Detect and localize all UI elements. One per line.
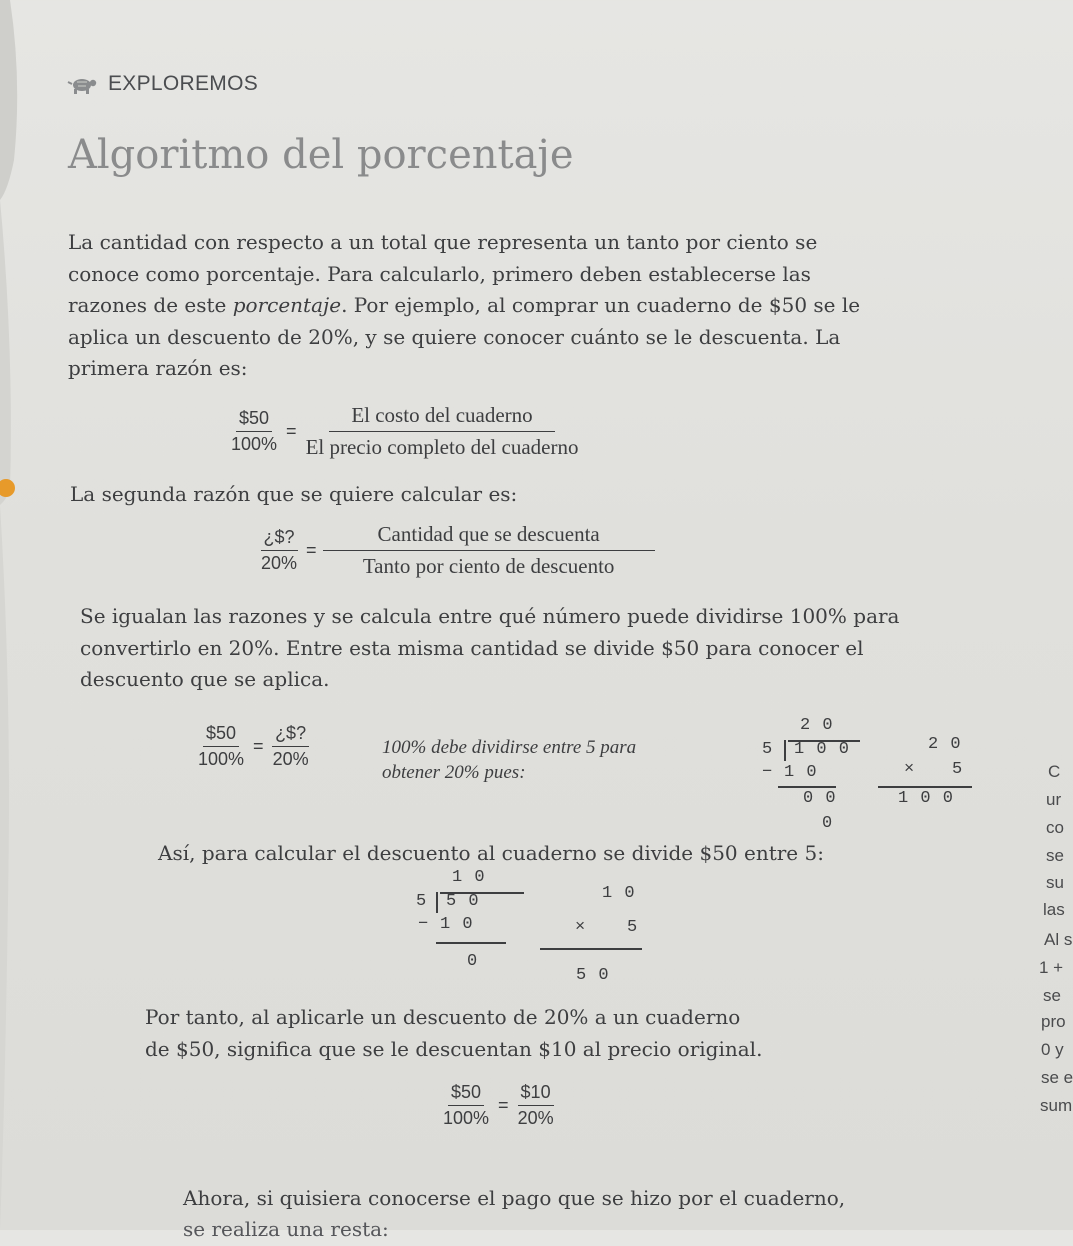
division-remainder: 0	[467, 952, 479, 971]
fraction-denominator: 100%	[198, 749, 245, 769]
margin-fragment: 0 y	[1041, 1040, 1064, 1059]
ratio-second	[258, 522, 655, 579]
intro-line	[68, 290, 860, 322]
margin-fragment: se	[1046, 846, 1064, 865]
fraction-numerator: ¿$?	[272, 723, 309, 747]
times-sign: ×	[904, 760, 916, 779]
fraction-denominator: 20%	[261, 553, 298, 573]
fraction-words	[323, 522, 655, 579]
division-dividend: 1 0 0	[794, 740, 851, 759]
fraction-left	[440, 1082, 492, 1129]
fraction-numerator: El costo del cuaderno	[329, 403, 554, 432]
minus-sign: −	[418, 915, 430, 934]
multiplier: 5	[952, 760, 964, 779]
fraction-right	[270, 723, 312, 770]
subtraction-bar	[778, 786, 836, 788]
paragraph-line: Se igualan las razones y se calcula entre qué número puede dividirse 100% para	[80, 604, 900, 628]
fraction-numerator: $50	[448, 1082, 484, 1106]
product: 1 0 0	[898, 789, 955, 808]
margin-fragment: C	[1048, 762, 1061, 781]
minus-sign: −	[762, 763, 774, 782]
paragraph-line: descuento que se aplica.	[80, 667, 330, 691]
equals-sign: =	[306, 540, 317, 560]
margin-fragment: co	[1046, 818, 1064, 837]
division-dividend: 5 0	[446, 892, 480, 911]
intro-line-part: razones de este porcentaje. Por ejemplo, al comprar un cuaderno de $50 se le	[68, 293, 861, 317]
intro-line: aplica un descuento de 20%, y se quiere conocer cuánto se le descuenta. La	[68, 324, 841, 349]
orange-tab	[0, 479, 15, 497]
division-subtrahend: 1 0	[784, 763, 818, 782]
multiplicand: 2 0	[928, 735, 962, 754]
intro-line: La cantidad con respecto a un total que representa un tanto por ciento se	[68, 230, 818, 254]
page-edge-shadow	[0, 0, 22, 1230]
multiplicand: 1 0	[602, 884, 636, 903]
margin-fragment: se e	[1041, 1068, 1073, 1087]
division-quotient: 2 0	[800, 716, 834, 735]
final-paragraph-cut-line: se realiza una resta:	[183, 1217, 389, 1241]
fraction-numerator: $10	[518, 1082, 554, 1106]
page-title: Algoritmo del porcentaje	[68, 132, 574, 178]
margin-fragment: pro	[1041, 1012, 1066, 1031]
fraction-denominator: 20%	[517, 1108, 554, 1128]
division-remainder: 0 0	[803, 789, 837, 808]
equals-sign: =	[286, 421, 297, 441]
note-line: obtener 20% pues:	[382, 762, 526, 783]
ratio-first	[228, 403, 581, 460]
paragraph-line: convertirlo en 20%. Entre esta misma cantidad se divide $50 para conocer el	[80, 635, 864, 660]
fraction-right	[515, 1082, 557, 1129]
fraction-numerator: Cantidad que se descuenta	[323, 522, 655, 551]
intro-line: conoce como porcentaje. Para calcularlo, primero deben establecerse las	[68, 261, 811, 286]
subtraction-bar	[436, 942, 506, 944]
multiplication-bar	[540, 948, 642, 950]
turtle-icon	[68, 73, 98, 95]
fraction-words	[303, 403, 582, 460]
division-bracket	[436, 892, 438, 913]
times-sign: ×	[575, 918, 587, 937]
division-subtrahend: 1 0	[440, 915, 474, 934]
margin-fragment: su	[1046, 873, 1064, 892]
division-bracket	[784, 740, 786, 761]
division-divisor: 5	[762, 740, 774, 759]
fraction-money	[228, 408, 280, 455]
fraction-numerator: $50	[203, 723, 239, 747]
product: 5 0	[576, 966, 610, 985]
margin-fragment: Al s	[1044, 930, 1073, 949]
margin-fragment: se	[1043, 986, 1061, 1005]
intro-paragraph	[68, 227, 860, 385]
fraction-money	[258, 527, 300, 574]
section-label: EXPLOREMOS	[108, 72, 259, 95]
margin-fragment: ur	[1046, 790, 1062, 809]
margin-fragment: las	[1043, 900, 1065, 919]
paragraph-line: de $50, significa que se le descuentan $10 al precio original.	[145, 1036, 763, 1061]
intro-line: primera razón es:	[68, 356, 248, 380]
fraction-denominator: 100%	[443, 1108, 490, 1128]
division-sentence: Así, para calcular el descuento al cuaderno se divide $50 entre 5:	[158, 841, 824, 865]
fraction-denominator: 100%	[231, 434, 278, 454]
multiplication-bar	[878, 786, 972, 788]
paragraph-line: Por tanto, al aplicarle un descuento de 20% a un cuaderno	[145, 1005, 741, 1029]
conclusion-paragraph	[145, 1002, 762, 1065]
fraction-left	[195, 723, 247, 770]
fraction-denominator: Tanto por ciento de descuento	[362, 554, 615, 578]
multiplier: 5	[627, 918, 639, 937]
result-equation	[440, 1082, 557, 1129]
equals-sign: =	[253, 736, 264, 756]
note-line: 100% debe dividirse entre 5 para	[382, 737, 637, 758]
fraction-denominator: El precio completo del cuaderno	[305, 435, 579, 459]
division-quotient: 1 0	[452, 868, 486, 887]
margin-fragment: 1 +	[1039, 958, 1064, 977]
division-divisor: 5	[416, 892, 428, 911]
fraction-denominator: 20%	[272, 749, 309, 769]
section-tag	[68, 72, 258, 96]
explanation-paragraph	[80, 601, 899, 696]
division-remainder-final: 0	[822, 814, 834, 833]
final-paragraph-line: Ahora, si quisiera conocerse el pago que se hizo por el cuaderno,	[183, 1186, 846, 1210]
second-ratio-intro: La segunda razón que se quiere calcular es:	[70, 482, 518, 506]
fraction-numerator: ¿$?	[261, 527, 298, 551]
margin-fragment: sum	[1040, 1096, 1073, 1115]
equals-sign: =	[498, 1095, 509, 1115]
division-note	[382, 735, 636, 785]
fraction-numerator: $50	[236, 408, 272, 432]
proportion-equation	[195, 723, 312, 770]
